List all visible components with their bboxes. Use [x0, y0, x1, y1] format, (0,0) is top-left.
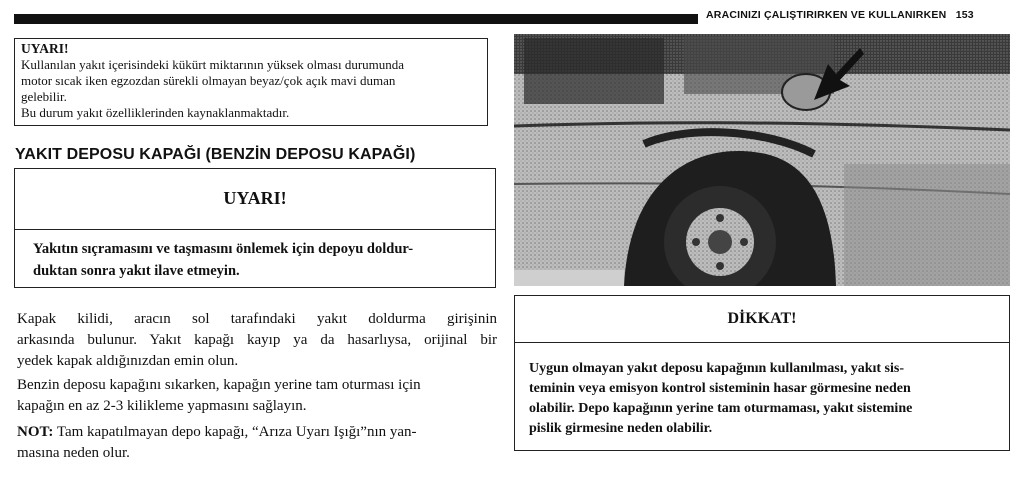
fuel-warning-box: [14, 168, 496, 288]
section-heading: YAKIT DEPOSU KAPAĞI (BENZİN DEPOSU KAPAĞI): [15, 146, 416, 163]
caution-line: teminin veya emisyon kontrol sisteminin hasar görmesine neden: [529, 381, 911, 396]
fuel-warning-line: Yakıtın sıçramasını ve taşmasını önlemek için depoyu doldur-: [33, 241, 414, 257]
caution-title: DİKKAT!: [515, 296, 1009, 343]
paragraph-note: [17, 422, 497, 464]
sulfur-warning-line: gelebilir.: [21, 89, 67, 104]
fuel-warning-line: duktan sonra yakıt ilave etmeyin.: [33, 263, 240, 279]
vehicle-photo-illustration: [514, 34, 1010, 286]
fuel-warning-title: UYARI!: [15, 169, 495, 230]
running-header: [706, 9, 974, 21]
paragraph-line: yedek kapak aldığınızdan emin olun.: [17, 353, 239, 369]
caution-body: [515, 343, 1009, 439]
caution-line: Uygun olmayan yakıt deposu kapağının kullanılması, yakıt sis-: [529, 361, 905, 376]
note-label: NOT:: [17, 424, 54, 440]
sulfur-warning-line: motor sıcak iken egzozdan sürekli olmayan beyaz/çok açık mavi duman: [21, 73, 396, 88]
paragraph-line: arkasında bulunur. Yakıt kapağı kayıp ya da hasarlıysa, orijinal bir: [17, 332, 497, 348]
paragraph-line: masına neden olur.: [17, 445, 130, 461]
paragraph-line: Kapak kilidi, aracın sol tarafındaki yakıt doldurma girişinin: [17, 311, 497, 327]
paragraph-line: Benzin deposu kapağını sıkarken, kapağın yerine tam oturması için: [17, 377, 421, 393]
running-header-title: ARACINIZI ÇALIŞTIRIRKEN VE KULLANIRKEN: [706, 9, 947, 21]
sulfur-warning-line: Bu durum yakıt özelliklerinden kaynaklanmaktadır.: [21, 105, 290, 120]
sulfur-warning-line: Kullanılan yakıt içerisindeki kükürt miktarının yüksek olması durumunda: [21, 57, 405, 72]
caution-line: olabilir. Depo kapağının yerine tam oturmaması, yakıt sistemine: [529, 401, 913, 416]
fuel-warning-body: [15, 230, 495, 290]
caution-box: [514, 295, 1010, 451]
paragraph-tightening: [17, 375, 497, 417]
note-text: Tam kapatılmayan depo kapağı, “Arıza Uyarı Işığı”nın yan-: [53, 424, 417, 440]
sulfur-warning-title: UYARI!: [21, 41, 69, 56]
caution-line: pislik girmesine neden olabilir.: [529, 421, 713, 436]
sulfur-warning-box: [14, 38, 488, 126]
vehicle-rear-fuel-door-photo: [514, 34, 1010, 286]
header-rule: [14, 14, 698, 24]
page-number: 153: [955, 9, 974, 21]
paragraph-cap-lock: [17, 309, 497, 372]
paragraph-line: kapağın en az 2-3 kilikleme yapmasını sağlayın.: [17, 398, 307, 414]
paragraph-line: [17, 422, 497, 443]
